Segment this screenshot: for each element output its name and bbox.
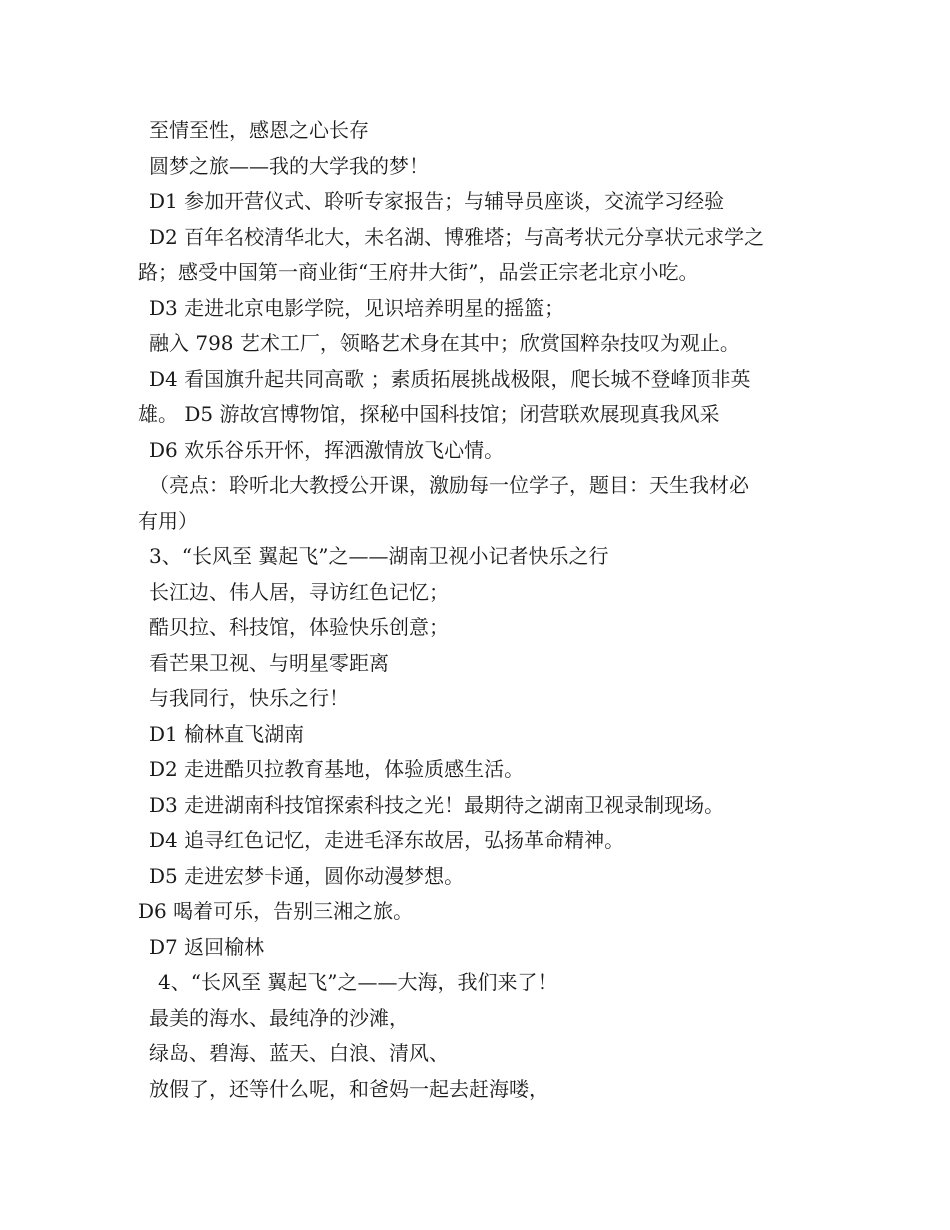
text-line: 放假了，还等什么呢，和爸妈一起去赶海喽， [149, 1076, 549, 1101]
text-line: D7 返回榆林 [149, 934, 265, 959]
text-line: D6 喝着可乐，告别三湘之旅。 [138, 899, 414, 923]
text-line: 圆梦之旅——我的大学我的梦！ [149, 153, 429, 178]
text-line: 长江边、伟人居，寻访红色记忆； [149, 579, 449, 604]
text-line: D1 榆林直飞湖南 [149, 721, 305, 746]
text-line: 至情至性，感恩之心长存 [149, 118, 369, 142]
text-line: D1 参加开营仪式、聆听专家报告；与辅导员座谈，交流学习经验 [149, 189, 725, 213]
text-line: D3 走进北京电影学院，见识培养明星的摇篮； [149, 295, 565, 320]
text-line: 有用） [138, 508, 198, 533]
text-line: D2 走进酷贝拉教育基地，体验质感生活。 [149, 757, 525, 781]
section-heading: 4、“长风至 翼起飞”之——大海，我们来了！ [158, 970, 558, 994]
text-line: D3 走进湖南科技馆探索科技之光！最期待之湖南卫视录制现场。 [149, 792, 725, 817]
text-line: D5 走进宏梦卡通，圆你动漫梦想。 [149, 863, 465, 888]
text-line: 路；感受中国第一商业街“王府井大街”，品尝正宗老北京小吃。 [138, 260, 699, 284]
text-line: 看芒果卫视、与明星零距离 [149, 650, 389, 675]
text-line: （亮点：聆听北大教授公开课，激励每一位学子，题目：天生我材必 [149, 473, 749, 497]
section-heading: 3、“长风至 翼起飞”之——湖南卫视小记者快乐之行 [149, 544, 609, 568]
text-line: 雄。 D5 游故宫博物馆，探秘中国科技馆；闭营联欢展现真我风采 [138, 402, 720, 426]
text-line: D4 看国旗升起共同高歌 ；素质拓展挑战极限，爬长城不登峰顶非英 [149, 366, 751, 391]
text-line: 绿岛、碧海、蓝天、白浪、清风、 [149, 1041, 449, 1065]
text-line: D6 欢乐谷乐开怀，挥洒激情放飞心情。 [149, 437, 505, 462]
document-body [138, 113, 818, 1107]
text-line: 与我同行，快乐之行！ [149, 686, 349, 710]
text-line: D4 追寻红色记忆，走进毛泽东故居，弘扬革命精神。 [149, 828, 625, 852]
text-line: D2 百年名校清华北大，未名湖、博雅塔；与高考状元分享状元求学之 [149, 224, 765, 249]
text-line: 最美的海水、最纯净的沙滩， [149, 1005, 409, 1030]
text-line: 融入 798 艺术工厂，领略艺术身在其中；欣赏国粹杂技叹为观止。 [149, 331, 740, 355]
text-line: 酷贝拉、科技馆，体验快乐创意； [149, 615, 449, 639]
